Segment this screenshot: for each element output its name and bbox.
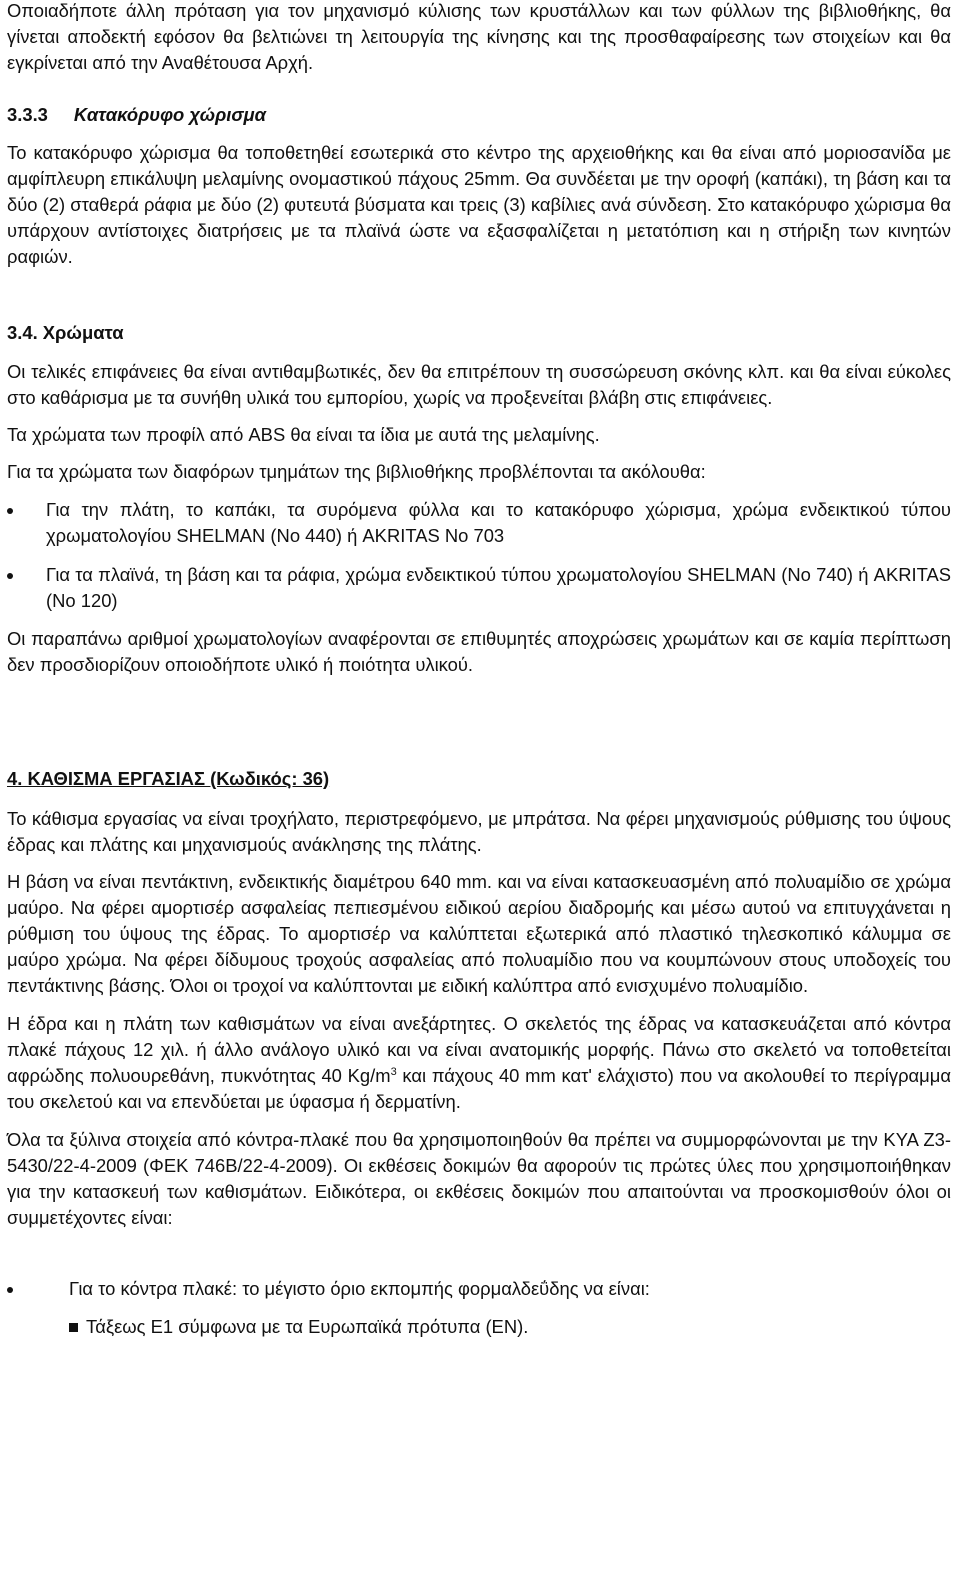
list-item [7,497,951,549]
list-item [7,1276,951,1302]
list-item-text: Για τα πλαϊνά, τη βάση και τα ράφια, χρώμα ενδεικτικού τύπου χρωματολογίου SHELMAN (No 740) ή AKRITAS (No 120) [46,564,951,611]
chair-paragraph-3 [7,1011,951,1115]
colors-paragraph-3: Για τα χρώματα των διαφόρων τμημάτων της βιβλιοθήκης προβλέπονται τα ακόλουθα: [7,461,706,482]
section-3-3-3-heading [7,102,951,128]
chair-paragraph-4: Όλα τα ξύλινα στοιχεία από κόντρα-πλακέ που θα χρησιμοποιηθούν θα πρέπει να συμμορφώνονται με την ΚΥΑ Ζ3-5430/22-4-2009 (ΦΕΚ 746Β/22-4-2009). Οι εκθέσεις δοκιμών θα αφορούν τις πρώτες ύλες που χρησιμοποιήθηκαν για την κατασκευή των καθισμάτων. Ειδικότερα, οι εκθέσεις δοκιμών που απαιτούνται να προσκομισθούν όλοι οι συμμετέχοντες είναι: [7,1129,951,1228]
section-3-4-heading: 3.4. Χρώματα [7,322,124,343]
plywood-bullet-list [7,1276,951,1302]
section-title: Κατακόρυφο χώρισμα [73,104,267,125]
bullet-icon [7,508,13,514]
list-item-text: Για την πλάτη, το καπάκι, τα συρόμενα φύλλα και το κατακόρυφο χώρισμα, χρώμα ενδεικτικού τύπου χρωματολογίου SHELMAN (No 440) ή AKRITAS No 703 [46,499,951,546]
list-item [7,562,951,614]
list-item-text: Για το κόντρα πλακέ: το μέγιστο όριο εκπομπής φορμαλδεΰδης να είναι: [69,1278,650,1299]
bullet-icon [7,573,13,579]
colors-paragraph-4: Οι παραπάνω αριθμοί χρωματολογίων αναφέρονται σε επιθυμητές αποχρώσεις χρωμάτων και σε καμία περίπτωση δεν προσδιορίζουν οποιοδήποτε υλικό ή ποιότητα υλικού. [7,628,951,675]
superscript: 3 [390,1066,397,1078]
colors-bullet-list [7,497,951,614]
bullet-icon [7,1287,13,1293]
section-4-heading: 4. ΚΑΘΙΣΜΑ ΕΡΓΑΣΙΑΣ (Κωδικός: 36) [7,768,330,789]
chair-paragraph-3-text-a: Η έδρα και η πλάτη των καθισμάτων να είναι ανεξάρτητες. Ο σκελετός της έδρας να κατασκευάζεται από κόντρα πλακέ πάχους 12 χιλ. ή άλλο ανάλογο υλικό και να είναι ανατομικής μορφής. Πάνω στο σκελετό να τοποθετείται αφρώδης πολυουρεθάνη, πυκνότητας 40 Kg/m [7,1013,951,1086]
colors-paragraph-1: Οι τελικές επιφάνειες θα είναι αντιθαμβωτικές, δεν θα επιτρέπουν τη συσσώρευση σκόνης κλπ. και θα είναι εύκολες στο καθάρισμα με τα συνήθη υλικά του εμπορίου, χωρίς να προξενείται βλάβη στις επιφάνειες. [7,361,951,408]
list-item-text: Τάξεως Ε1 σύμφωνα με τα Ευρωπαϊκά πρότυπα (ΕΝ). [86,1316,529,1337]
section-3-3-3-paragraph: Το κατακόρυφο χώρισμα θα τοποθετηθεί εσωτερικά στο κέντρο της αρχειοθήκης και θα είναι από μοριοσανίδα με αμφίπλευρη επικάλυψη μελαμίνης ονομαστικού πάχους 25mm. Θα συνδέεται με την οροφή (καπάκι), τη βάση και τα δύο (2) σταθερά ράφια με δύο (2) φυτευτά βύσματα και τρεις (3) καβίλιες ανά σύνδεση. Στο κατακόρυφο χώρισμα θα υπάρχουν αντίστοιχες διατρήσεις με τα πλαϊνά ώστε να εξασφαλίζεται η μετατόπιση και η στήριξη των κινητών ραφιών. [7,142,951,267]
intro-paragraph: Οποιαδήποτε άλλη πρόταση για τον μηχανισμό κύλισης των κρυστάλλων και των φύλλων της βιβλιοθήκης, θα γίνεται αποδεκτή εφόσον θα βελτιώνει τη λειτουργία της κίνησης και της προσθαφαίρεσης των στοιχείων και θα εγκρίνεται από την Αναθέτουσα Αρχή. [7,0,951,73]
section-number: 3.3.3 [7,104,48,125]
square-bullet-icon [69,1323,78,1332]
formaldehyde-class-item [7,1314,951,1340]
chair-paragraph-3-text-b: και πάχους 40 mm κατ' ελάχιστο) που να ακολουθεί το περίγραμμα του σκελετού και να επενδύεται με ύφασμα ή δερματίνη. [7,1065,951,1112]
chair-paragraph-1: Το κάθισμα εργασίας να είναι τροχήλατο, περιστρεφόμενο, με μπράτσα. Να φέρει μηχανισμούς ρύθμισης του ύψους έδρας και πλάτης και μηχανισμούς ανάκλησης της πλάτης. [7,808,951,855]
colors-paragraph-2: Τα χρώματα των προφίλ από ABS θα είναι τα ίδια με αυτά της μελαμίνης. [7,424,600,445]
chair-paragraph-2: Η βάση να είναι πεντάκτινη, ενδεικτικής διαμέτρου 640 mm. και να είναι κατασκευασμένη από πολυαμίδιο σε χρώμα μαύρο. Να φέρει αμορτισέρ ασφαλείας πεπιεσμένου ειδικού αερίου διαδρομής και μέσω αυτού να επιτυγχάνεται η ρύθμιση του ύψους της έδρας. Το αμορτισέρ να καλύπτεται εξωτερικά από πλαστικό τηλεσκοπικό κάλυμμα σε μαύρο χρώμα. Να φέρει δίδυμους τροχούς ασφαλείας από πολυαμίδιο που να κουμπώνουν στους υποδοχείς του πεντάκτινης βάσης. Όλοι οι τροχοί να καλύπτονται με ειδική καλύπτρα από ενισχυμένο πολυαμίδιο. [7,871,951,996]
